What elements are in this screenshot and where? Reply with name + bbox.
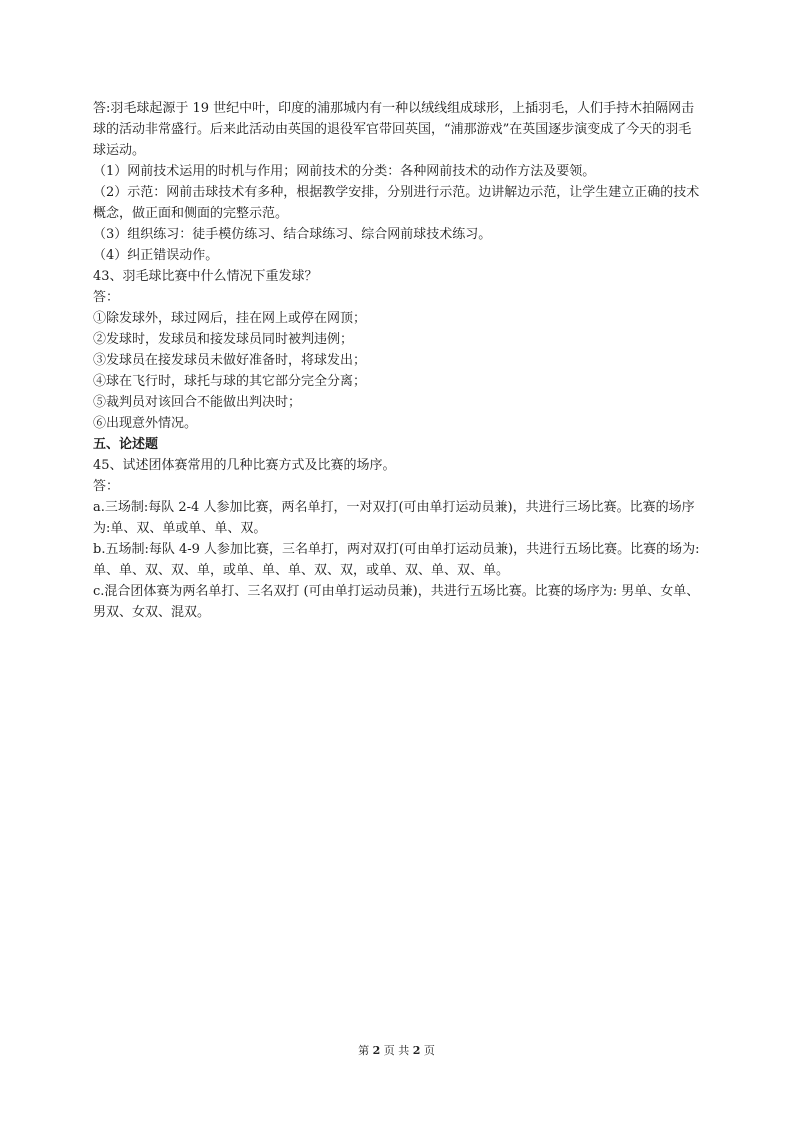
reserve-item-2: ②发球时，发球员和接发球员同时被判违例； bbox=[93, 332, 354, 347]
section-heading: 五、论述题 bbox=[93, 437, 159, 452]
team-format-b: b.五场制:每队 4-9 人参加比赛，三名单打，两对双打(可由单打运动员兼)，共进行五场比赛。比赛的场为:单、单、双、双、单，或单、单、单、双、双，或单、双、单、双、单。 bbox=[93, 542, 700, 578]
net-technique-item-2: （2）示范：网前击球技术有多种，根据教学安排，分别进行示范。边讲解边示范，让学生建立正确的技术概念，做正面和侧面的完整示范。 bbox=[93, 185, 700, 221]
reserve-item-4: ④球在飞行时，球托与球的其它部分完全分离； bbox=[93, 374, 367, 389]
net-technique-item-1: （1）网前技术运用的时机与作用；网前技术的分类：各种网前技术的动作方法及要领。 bbox=[93, 164, 596, 179]
answer-origin-paragraph: 答:羽毛球起源于 19 世纪中叶，印度的浦那城内有一种以绒线组成球形，上插羽毛，人们手持木拍隔网击球的活动非常盛行。后来此活动由英国的退役军官带回英国，“浦那游戏”在英国逐步演变成了今天的羽毛球运动。 bbox=[93, 101, 695, 158]
footer-suffix: 页 bbox=[423, 1044, 435, 1057]
footer-prefix: 第 bbox=[358, 1044, 370, 1057]
reserve-item-3: ③发球员在接发球员未做好准备时，将球发出； bbox=[93, 353, 367, 368]
page-footer bbox=[0, 1043, 793, 1059]
reserve-item-1: ①除发球外，球过网后，挂在网上或停在网顶； bbox=[93, 311, 367, 326]
question-43: 43、羽毛球比赛中什么情况下重发球？ bbox=[93, 269, 318, 284]
answer-label: 答： bbox=[93, 290, 120, 305]
net-technique-item-3: （3）组织练习：徒手模仿练习、结合球练习、综合网前球技术练习。 bbox=[93, 227, 492, 242]
document-body bbox=[93, 98, 703, 623]
team-format-a: a.三场制:每队 2-4 人参加比赛，两名单打，一对双打(可由单打运动员兼)，共进行三场比赛。比赛的场序为:单、双、单或单、单、双。 bbox=[93, 500, 695, 536]
reserve-item-6: ⑥出现意外情况。 bbox=[93, 416, 198, 431]
team-format-c: c.混合团体赛为两名单打、三名双打 (可由单打运动员兼)，共进行五场比赛。比赛的场序为: 男单、女单、男双、女双、混双。 bbox=[93, 584, 700, 620]
net-technique-item-4: （4）纠正错误动作。 bbox=[93, 248, 219, 263]
question-45: 45、试述团体赛常用的几种比赛方式及比赛的场序。 bbox=[93, 458, 396, 473]
footer-current-page: 2 bbox=[372, 1044, 381, 1057]
answer-label-2: 答： bbox=[93, 479, 120, 494]
footer-total-pages: 2 bbox=[412, 1044, 421, 1057]
reserve-item-5: ⑤裁判员对该回合不能做出判决时； bbox=[93, 395, 302, 410]
footer-middle: 页 共 bbox=[383, 1044, 410, 1057]
